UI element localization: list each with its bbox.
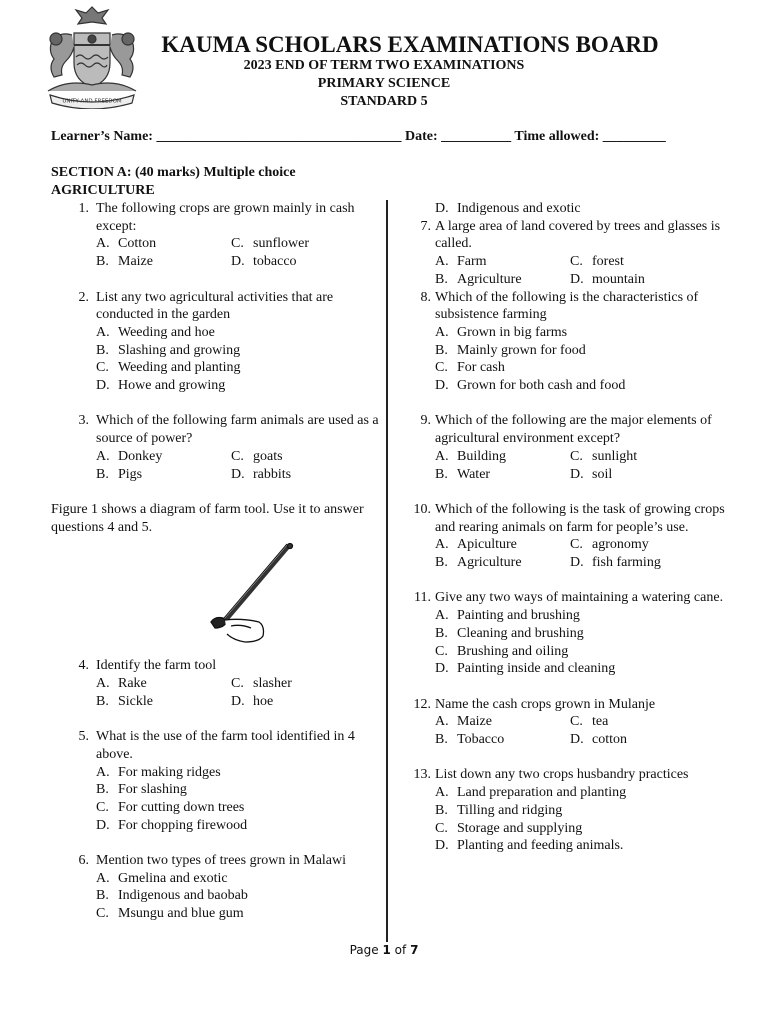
option[interactable]: A. Rake <box>96 676 147 692</box>
option[interactable]: A. Apiculture <box>435 537 517 553</box>
question-number: 12. <box>413 696 431 712</box>
question-text: List any two agricultural activities that are conducted in the garden <box>96 289 334 323</box>
standard-title: STANDARD 5 <box>340 94 428 109</box>
question-8 <box>410 289 725 395</box>
option[interactable]: A. Donkey <box>96 448 163 464</box>
question-text: Which of the following is the task of growing crops and rearing animals on farm for people’s use. <box>435 501 725 535</box>
question-text: A large area of land covered by trees and glasses is called. <box>435 218 721 252</box>
question-13 <box>410 766 725 855</box>
question-5 <box>51 728 381 834</box>
option[interactable]: C. Storage and supplying <box>435 820 583 836</box>
option[interactable]: A. Land preparation and planting <box>435 785 627 801</box>
option[interactable]: A. Farm <box>435 254 487 270</box>
question-text: List down any two crops husbandry practices <box>435 767 689 783</box>
question-number: 10. <box>413 501 431 517</box>
page-total: 7 <box>410 943 419 957</box>
date-label: Date: <box>404 129 438 144</box>
question-text: Which of the following are the major elements of agricultural environment except? <box>435 413 712 447</box>
question-number: 5. <box>78 729 89 745</box>
option[interactable]: B. Indigenous and baobab <box>96 888 248 904</box>
option[interactable]: C. agronomy <box>570 537 649 553</box>
option[interactable]: C. Msungu and blue gum <box>96 906 244 922</box>
question-1 <box>51 200 381 271</box>
subject-title: PRIMARY SCIENCE <box>317 76 451 91</box>
question-6 <box>51 852 381 923</box>
question-number: 11. <box>414 590 431 606</box>
option[interactable]: B. Sickle <box>96 693 153 709</box>
option[interactable]: D. Painting inside and cleaning <box>435 661 616 677</box>
option[interactable]: B. Water <box>435 466 491 482</box>
question-10 <box>410 501 725 572</box>
option[interactable]: D. soil <box>570 466 613 482</box>
date-field[interactable]: __________ <box>441 129 512 144</box>
option[interactable]: D. Grown for both cash and food <box>435 378 626 394</box>
time-field[interactable]: _________ <box>602 129 666 144</box>
option[interactable]: A. Cotton <box>96 236 157 252</box>
column-divider <box>386 200 388 942</box>
option[interactable]: C. goats <box>231 448 283 464</box>
question-text: Name the cash crops grown in Mulanje <box>435 696 656 712</box>
question-2 <box>51 289 381 395</box>
question-12 <box>410 696 725 749</box>
page-word: Page <box>349 943 379 957</box>
option[interactable]: A. Maize <box>435 714 492 730</box>
option[interactable]: B. Tobacco <box>435 732 505 748</box>
exam-title: 2023 END OF TERM TWO EXAMINATIONS <box>243 58 525 73</box>
option[interactable]: B. Agriculture <box>435 271 522 287</box>
option[interactable]: D. hoe <box>231 693 274 709</box>
svg-text:UNITY AND FREEDOM: UNITY AND FREEDOM <box>62 98 122 105</box>
page-number: 1 <box>382 943 391 957</box>
figure-intro: Figure 1 shows a diagram of farm tool. Use it to answer questions 4 and 5. <box>51 501 364 535</box>
page-footer <box>0 943 768 957</box>
option[interactable]: A. Gmelina and exotic <box>96 870 228 886</box>
question-text: Identify the farm tool <box>96 658 217 674</box>
section-heading: SECTION A: (40 marks) Multiple choice <box>51 165 296 180</box>
option[interactable]: A. Weeding and hoe <box>96 324 215 340</box>
option[interactable]: D. tobacco <box>231 254 297 270</box>
option[interactable]: B. Cleaning and brushing <box>435 625 584 641</box>
board-title: KAUMA SCHOLARS EXAMINATIONS BOARD <box>161 32 659 57</box>
question-number: 8. <box>420 289 431 305</box>
option[interactable]: B. Maize <box>96 254 153 270</box>
option[interactable]: C. Brushing and oiling <box>435 643 569 659</box>
question-number: 6. <box>78 853 89 869</box>
option[interactable]: A. Grown in big farms <box>435 324 568 340</box>
option[interactable]: D. For chopping firewood <box>96 817 248 833</box>
question-text: Mention two types of trees grown in Malawi <box>96 853 347 869</box>
time-label: Time allowed: <box>514 129 600 144</box>
option[interactable]: C. For cutting down trees <box>96 799 245 815</box>
option[interactable]: D. mountain <box>570 271 645 287</box>
question-number: 4. <box>78 658 89 674</box>
option[interactable]: B. Agriculture <box>435 555 522 571</box>
option[interactable]: B. Tilling and ridging <box>435 802 563 818</box>
hoe-figure-image <box>201 540 301 654</box>
option[interactable]: C. For cash <box>435 360 505 376</box>
option[interactable]: C. sunlight <box>570 448 638 464</box>
name-label: Learner’s Name: <box>51 129 153 144</box>
left-column <box>51 200 381 923</box>
question-text: The following crops are grown mainly in cash except: <box>96 201 355 234</box>
learner-info-row <box>51 129 666 145</box>
option[interactable]: A. Building <box>435 448 507 464</box>
question-number: 3. <box>78 413 89 429</box>
of-word: of <box>394 943 407 957</box>
option[interactable]: D. Planting and feeding animals. <box>435 838 624 854</box>
option[interactable]: A. For making ridges <box>96 764 221 780</box>
option[interactable]: C. Weeding and planting <box>96 360 241 376</box>
question-number: 1. <box>78 201 89 216</box>
option[interactable]: C. tea <box>570 714 609 730</box>
question-number: 7. <box>420 218 431 234</box>
question-text: What is the use of the farm tool identified in 4 above. <box>96 729 355 762</box>
question-3 <box>51 412 381 483</box>
option[interactable]: B. Slashing and growing <box>96 342 241 358</box>
option[interactable]: B. Mainly grown for food <box>435 342 586 358</box>
question-text: Which of the following farm animals are used as a source of power? <box>96 413 379 447</box>
question-text: Give any two ways of maintaining a watering cane. <box>435 590 724 606</box>
question-number: 13. <box>413 767 431 783</box>
question-4 <box>51 657 381 710</box>
question-9 <box>410 412 725 483</box>
option[interactable]: B. Pigs <box>96 466 143 482</box>
topic-heading: AGRICULTURE <box>51 183 155 198</box>
question-text: Which of the following is the characteristics of subsistence farming <box>435 289 699 323</box>
option[interactable]: C. slasher <box>231 676 292 692</box>
option[interactable]: C. sunflower <box>231 236 309 252</box>
name-field[interactable]: ___________________________________ <box>156 129 402 144</box>
question-7 <box>410 218 725 289</box>
option[interactable]: D. Howe and growing <box>96 378 226 394</box>
right-column <box>410 200 725 855</box>
option[interactable]: A. Painting and brushing <box>435 608 580 624</box>
question-number: 9. <box>420 413 431 429</box>
question-number: 2. <box>78 289 89 305</box>
option[interactable]: B. For slashing <box>96 782 187 798</box>
option[interactable]: C. forest <box>570 254 624 270</box>
option[interactable]: D. Indigenous and exotic <box>435 201 581 216</box>
option[interactable]: D. cotton <box>570 732 627 748</box>
option[interactable]: D. rabbits <box>231 466 292 482</box>
option[interactable]: D. fish farming <box>570 555 661 571</box>
question-11 <box>410 589 725 678</box>
